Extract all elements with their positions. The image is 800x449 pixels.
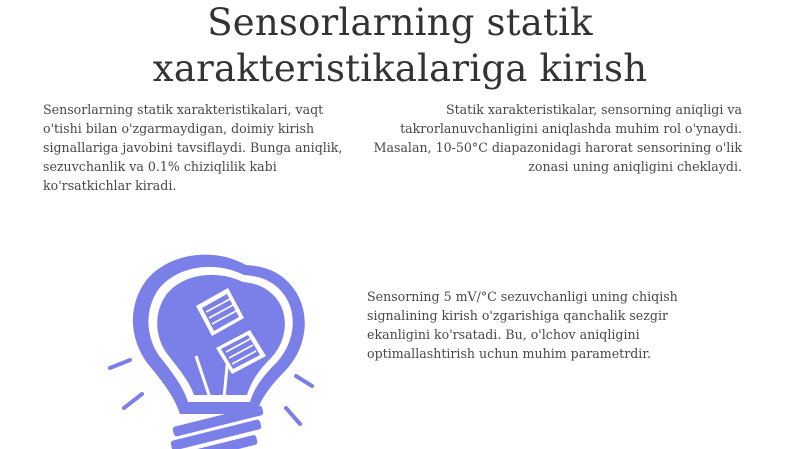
lightbulb-book-icon — [100, 248, 315, 449]
slide-title: Sensorlarning statik xarakteristikalariga kirish — [152, 1, 648, 90]
paragraph-right: Statik xarakteristikalar, sensorning aniqligi va takrorlanuvchanligini aniqlashda muhim rol o'ynaydi. Masalan, 10-50°C diapazonidagi harorat sensorining o'lik zonasi uning aniqligini cheklaydi. — [373, 102, 742, 174]
paragraph-left: Sensorlarning statik xarakteristikalari, vaqt o'tishi bilan o'zgarmaydigan, doimiy kirish signallariga javobini tavsiflaydi. Bunga aniqlik, sezuvchanlik va 0.1% chiziqlilik kabi ko'rsatkichlar kiradi. — [43, 102, 343, 193]
paragraph-bottom: Sensorning 5 mV/°C sezuvchanligi uning chiqish signalining kirish o'zgarishiga qanchalik sezgir ekanligini ko'rsatadi. Bu, o'lchov aniqligini optimallashtirish uchun muhim parametrdir. — [367, 289, 678, 361]
